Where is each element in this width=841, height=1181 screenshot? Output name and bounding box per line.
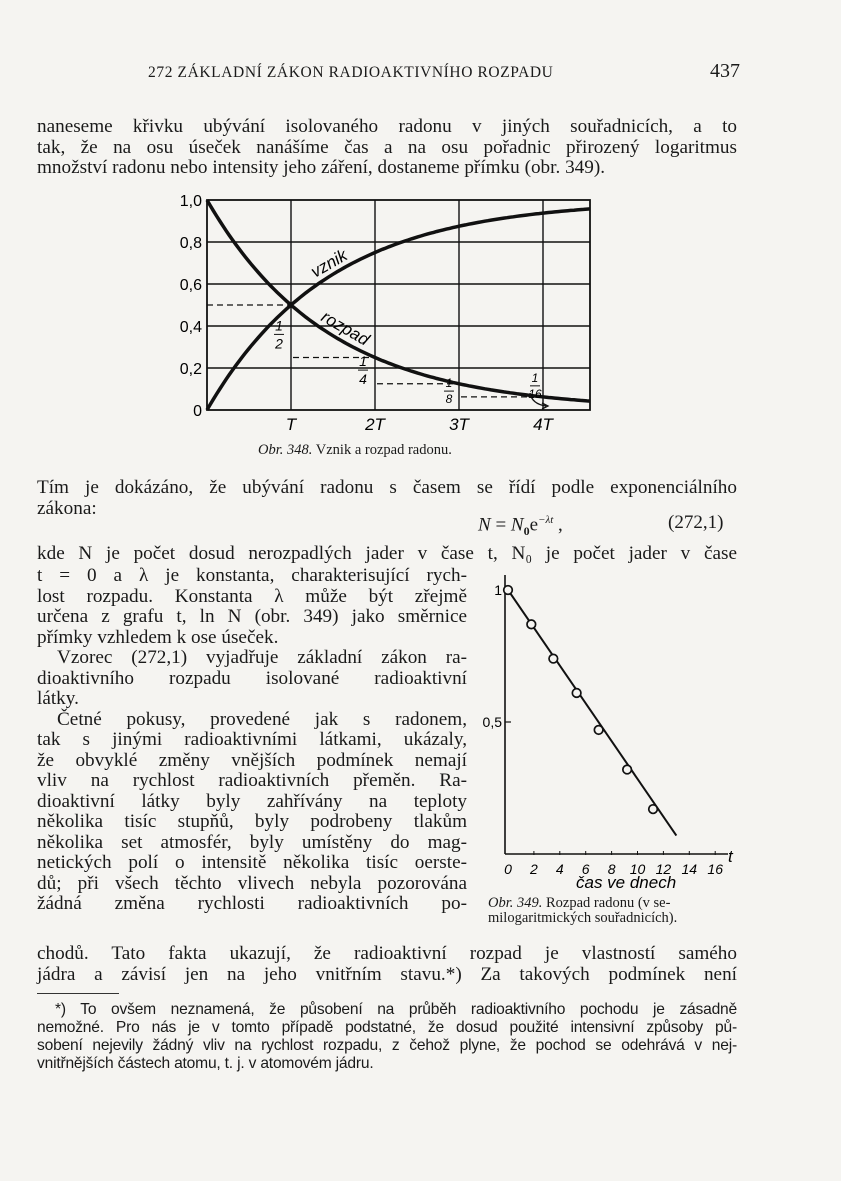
text-line: lost rozpadu. Konstanta λ může být zřejmě [37, 585, 467, 607]
fraction-numerator: 1 [531, 370, 539, 385]
fraction-label [274, 317, 284, 351]
y-tick-label: 1 [494, 582, 502, 598]
data-point [649, 805, 658, 814]
text-line: žádná změna rychlosti radioaktivních po- [37, 893, 467, 914]
running-header [148, 60, 740, 82]
curve-label-vznik: vznik [307, 245, 351, 282]
caption-label: Obr. 349. [488, 895, 543, 911]
data-point [572, 689, 581, 698]
caption-text: Vznik a rozpad radonu. [312, 442, 452, 458]
x-tick-label: T [285, 415, 297, 434]
x-tick-label: 16 [707, 861, 723, 877]
paragraph-1 [37, 117, 737, 179]
text-line: t = 0 a λ je konstanta, charakterisující rych- [37, 565, 467, 586]
caption-line: milogaritmických souřadnicích). [488, 910, 678, 926]
x-tick-label: 4 [555, 861, 564, 877]
text-line: dioaktivní látky byly zahřívány na teploty [37, 790, 467, 812]
data-point [549, 654, 558, 663]
x-tick-label: 0 [504, 861, 512, 877]
text-line: Četné pokusy, provedené jak s radonem, [57, 708, 467, 730]
formula-exponent: −λt [538, 514, 554, 526]
figure-349-chart [480, 570, 740, 895]
text-line: Vzorec (272,1) vyjadřuje základní zákon ra- [57, 647, 467, 668]
x-axis-symbol: t [728, 847, 733, 866]
x-tick-label: 10 [629, 861, 646, 877]
footnote-line: vnitřnějších částech atomu, t. j. v atomovém jádru. [37, 1055, 374, 1072]
text-line: jádra a závisí jen na jeho vnitřním stavu.*) Za takových podmínek není [37, 963, 737, 985]
figure-348-chart [180, 190, 600, 440]
x-tick-label: 4T [533, 415, 553, 434]
text-line: netických polí o intensitě několika tisíc oerste- [37, 852, 467, 873]
text-line: přímky vzhledem k ose úseček. [37, 626, 279, 648]
formula-subscript: 0 [523, 524, 530, 539]
fraction-denominator: 4 [359, 371, 367, 388]
paragraph-2 [37, 478, 737, 519]
fraction-numerator: 1 [359, 353, 367, 370]
text-line: látky. [37, 688, 79, 709]
text-line: kde N je počet dosud nerozpadlých jader v čase t, N₀ je počet jader v čase [37, 543, 737, 564]
text-line: tak s jinými radioaktivními látkami, ukázaly, [37, 729, 467, 750]
fraction-denominator: 8 [445, 392, 453, 407]
x-tick-label: 2 [530, 861, 538, 877]
y-tick-label: 0,5 [482, 714, 502, 730]
data-point [594, 726, 603, 735]
y-tick-label: 0,2 [180, 361, 202, 378]
x-tick-labels [286, 415, 555, 434]
fraction-label [358, 353, 368, 387]
formula-comma: , [553, 514, 563, 536]
caption-label: Obr. 348. [258, 442, 313, 458]
y-tick-label: 1,0 [180, 193, 202, 210]
formula-n0: N [510, 514, 524, 536]
fraction-numerator: 1 [445, 376, 453, 391]
curve-label-rozpad: rozpad [318, 307, 373, 350]
fraction-denominator: 2 [275, 335, 283, 352]
formula-e: e [529, 514, 539, 536]
text-line: vliv na rychlost radioaktivních přeměn. Ra- [37, 770, 467, 791]
footnote-line: sobení nejevily žádný vliv na rychlost rozpadu, z čehož plyne, že pochod se odehrává v nej- [37, 1037, 737, 1054]
y-tick-label: 0,6 [180, 277, 202, 294]
text-line: dů; při všech těchto vlivech nebyla pozorována [37, 872, 467, 894]
footnote-line: nemožné. Pro nás je v tomto případě podstatné, že dosud použité intensivní způsoby pů- [37, 1019, 737, 1036]
decay-formula [478, 514, 563, 539]
equation-number: (272,1) [668, 512, 724, 533]
x-tick-label: 14 [681, 861, 698, 877]
fraction-denominator: 16 [528, 386, 542, 401]
running-title: 272 ZÁKLADNÍ ZÁKON RADIOAKTIVNÍHO ROZPADU [148, 64, 554, 81]
y-tick-labels [180, 193, 202, 420]
text-line: dioaktivního rozpadu isolované radioaktivní [37, 667, 467, 689]
x-axis-label: čas ve dnech [576, 873, 677, 892]
text-line: několika set atmosfér, byly umístěny do mag- [37, 831, 467, 853]
text-line: množství radonu nebo intensity jeho záření, dostaneme přímku (obr. 349). [37, 157, 606, 178]
page-number: 437 [710, 60, 740, 82]
text-line: tak, že na osu úseček nanášíme čas a na osu pořadnic přirozený logaritmus [37, 136, 737, 158]
paragraph-3-first-line [37, 544, 737, 565]
text-line: několika tisíc stupňů, byly podrobeny tlakům [37, 811, 467, 832]
figure-349-caption [488, 896, 746, 926]
data-point [527, 620, 536, 629]
footnote [37, 1001, 737, 1073]
text-line: chodů. Tato fakta ukazují, že radioaktivní rozpad je vlastností samého [37, 943, 737, 964]
text-line: určena z grafu t, ln N (obr. 349) jako směrnice [37, 606, 467, 627]
formula-lhs: N [478, 514, 491, 536]
data-point [504, 586, 513, 595]
x-tick-label: 12 [655, 861, 672, 877]
y-tick-label: 0 [193, 403, 202, 420]
text-line: že obvyklé změny vnějších podmínek nemají [37, 749, 467, 771]
footnote-rule [37, 993, 119, 994]
formula-equals: = [490, 514, 511, 536]
x-tick-label: 8 [607, 861, 616, 877]
figure-348-caption [258, 442, 452, 459]
data-point [623, 765, 632, 774]
narrow-column-text [37, 566, 467, 915]
x-tick-label: 3T [449, 415, 469, 434]
text-line: zákona: [37, 497, 97, 519]
text-line: Tím je dokázáno, že ubývání radonu s časem se řídí podle exponenciálního [37, 477, 737, 498]
y-tick-label: 0,4 [180, 319, 202, 336]
fraction-numerator: 1 [275, 317, 283, 334]
x-tick-label: 2T [365, 415, 385, 434]
caption-line: Rozpad radonu (v se- [546, 895, 671, 911]
footnote-line: *) To ovšem neznamená, že působení na průběh radioaktivního pochodu je zásadně [55, 1001, 737, 1018]
data-points [504, 586, 658, 814]
x-tick-label: 6 [581, 861, 590, 877]
paragraph-5-end [37, 944, 737, 985]
text-line: naneseme křivku ubývání isolovaného radonu v jiných souřadnicích, a to [37, 116, 737, 137]
y-tick-label: 0,8 [180, 235, 202, 252]
